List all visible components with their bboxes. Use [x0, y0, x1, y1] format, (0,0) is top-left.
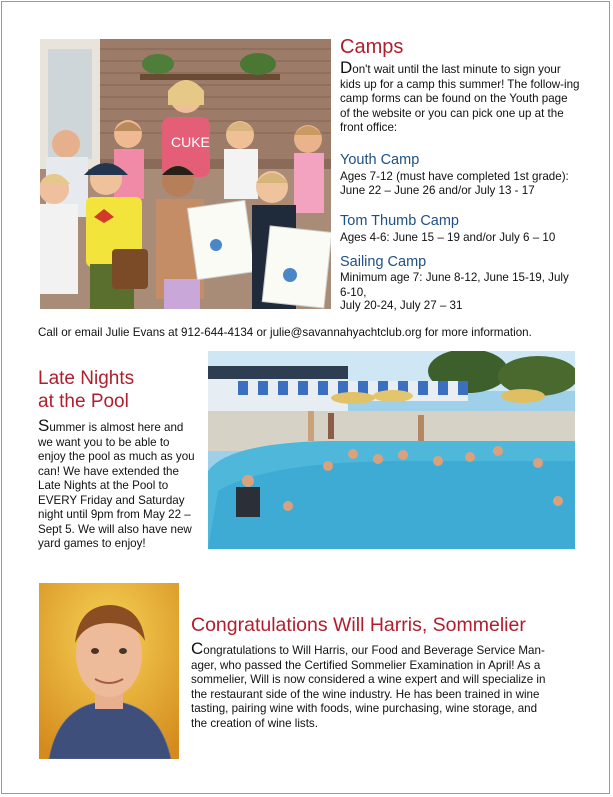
sailing-camp-title: Sailing Camp: [340, 254, 427, 270]
will-harris-portrait: [39, 583, 179, 759]
camps-intro-text: on't wait until the last minute to sign your kids up for a camp this summer! The follow-ing camp forms can be found on the Youth page of the website or you can pick one up at the front office:: [340, 63, 580, 134]
youth-camp-line2: June 22 – June 26 and/or July 13 - 17: [340, 184, 535, 197]
sommelier-body-text: ongratulations to Will Harris, our Food and Beverage Service Man-ager, who passed the Certified Sommelier Examination in April! As a sommelier, Will is now considered a wine expert and will specialize in the restaurant side of the wine industry. He has been trained in wine tasting, pairing wine with foods, wine purchasing, wine storage, and the creation of wine lists.: [191, 644, 546, 730]
drop-cap: S: [38, 416, 50, 435]
camps-title: Camps: [340, 36, 404, 58]
camps-contact: Call or email Julie Evans at 912-644-4134 or julie@savannahyachtclub.org for more information.: [38, 326, 532, 339]
camp-kids-photo: [40, 39, 331, 309]
sommelier-title: Congratulations Will Harris, Sommelier: [191, 614, 526, 636]
drop-cap: C: [191, 639, 204, 658]
pool-title-line2: at the Pool: [38, 391, 129, 412]
tom-thumb-title: Tom Thumb Camp: [340, 213, 459, 229]
sommelier-body: [191, 639, 551, 731]
camps-intro: [340, 58, 580, 136]
shirt-text: CUKE: [171, 134, 210, 150]
youth-camp-line1: Ages 7-12 (must have completed 1st grade):: [340, 170, 569, 183]
tom-thumb-line1: Ages 4-6: June 15 – 19 and/or July 6 – 10: [340, 231, 556, 244]
pool-body-text: ummer is almost here and we want you to be able to enjoy the pool as much as you can! We have extended the Late Nights at the Pool to EVERY Friday and Saturday night until 9pm from May 22 – Sept 5. We will also have new yard games to enjoy!: [38, 421, 195, 550]
sailing-camp-line1: Minimum age 7: June 8-12, June 15-19, July 6-10,: [340, 271, 569, 299]
pool-body: [38, 416, 200, 552]
pool-photo: [208, 351, 575, 549]
drop-cap: D: [340, 58, 353, 77]
pool-title-line1: Late Nights: [38, 368, 135, 389]
sailing-camp-line2: July 20-24, July 27 – 31: [340, 299, 463, 312]
youth-camp-title: Youth Camp: [340, 152, 420, 168]
